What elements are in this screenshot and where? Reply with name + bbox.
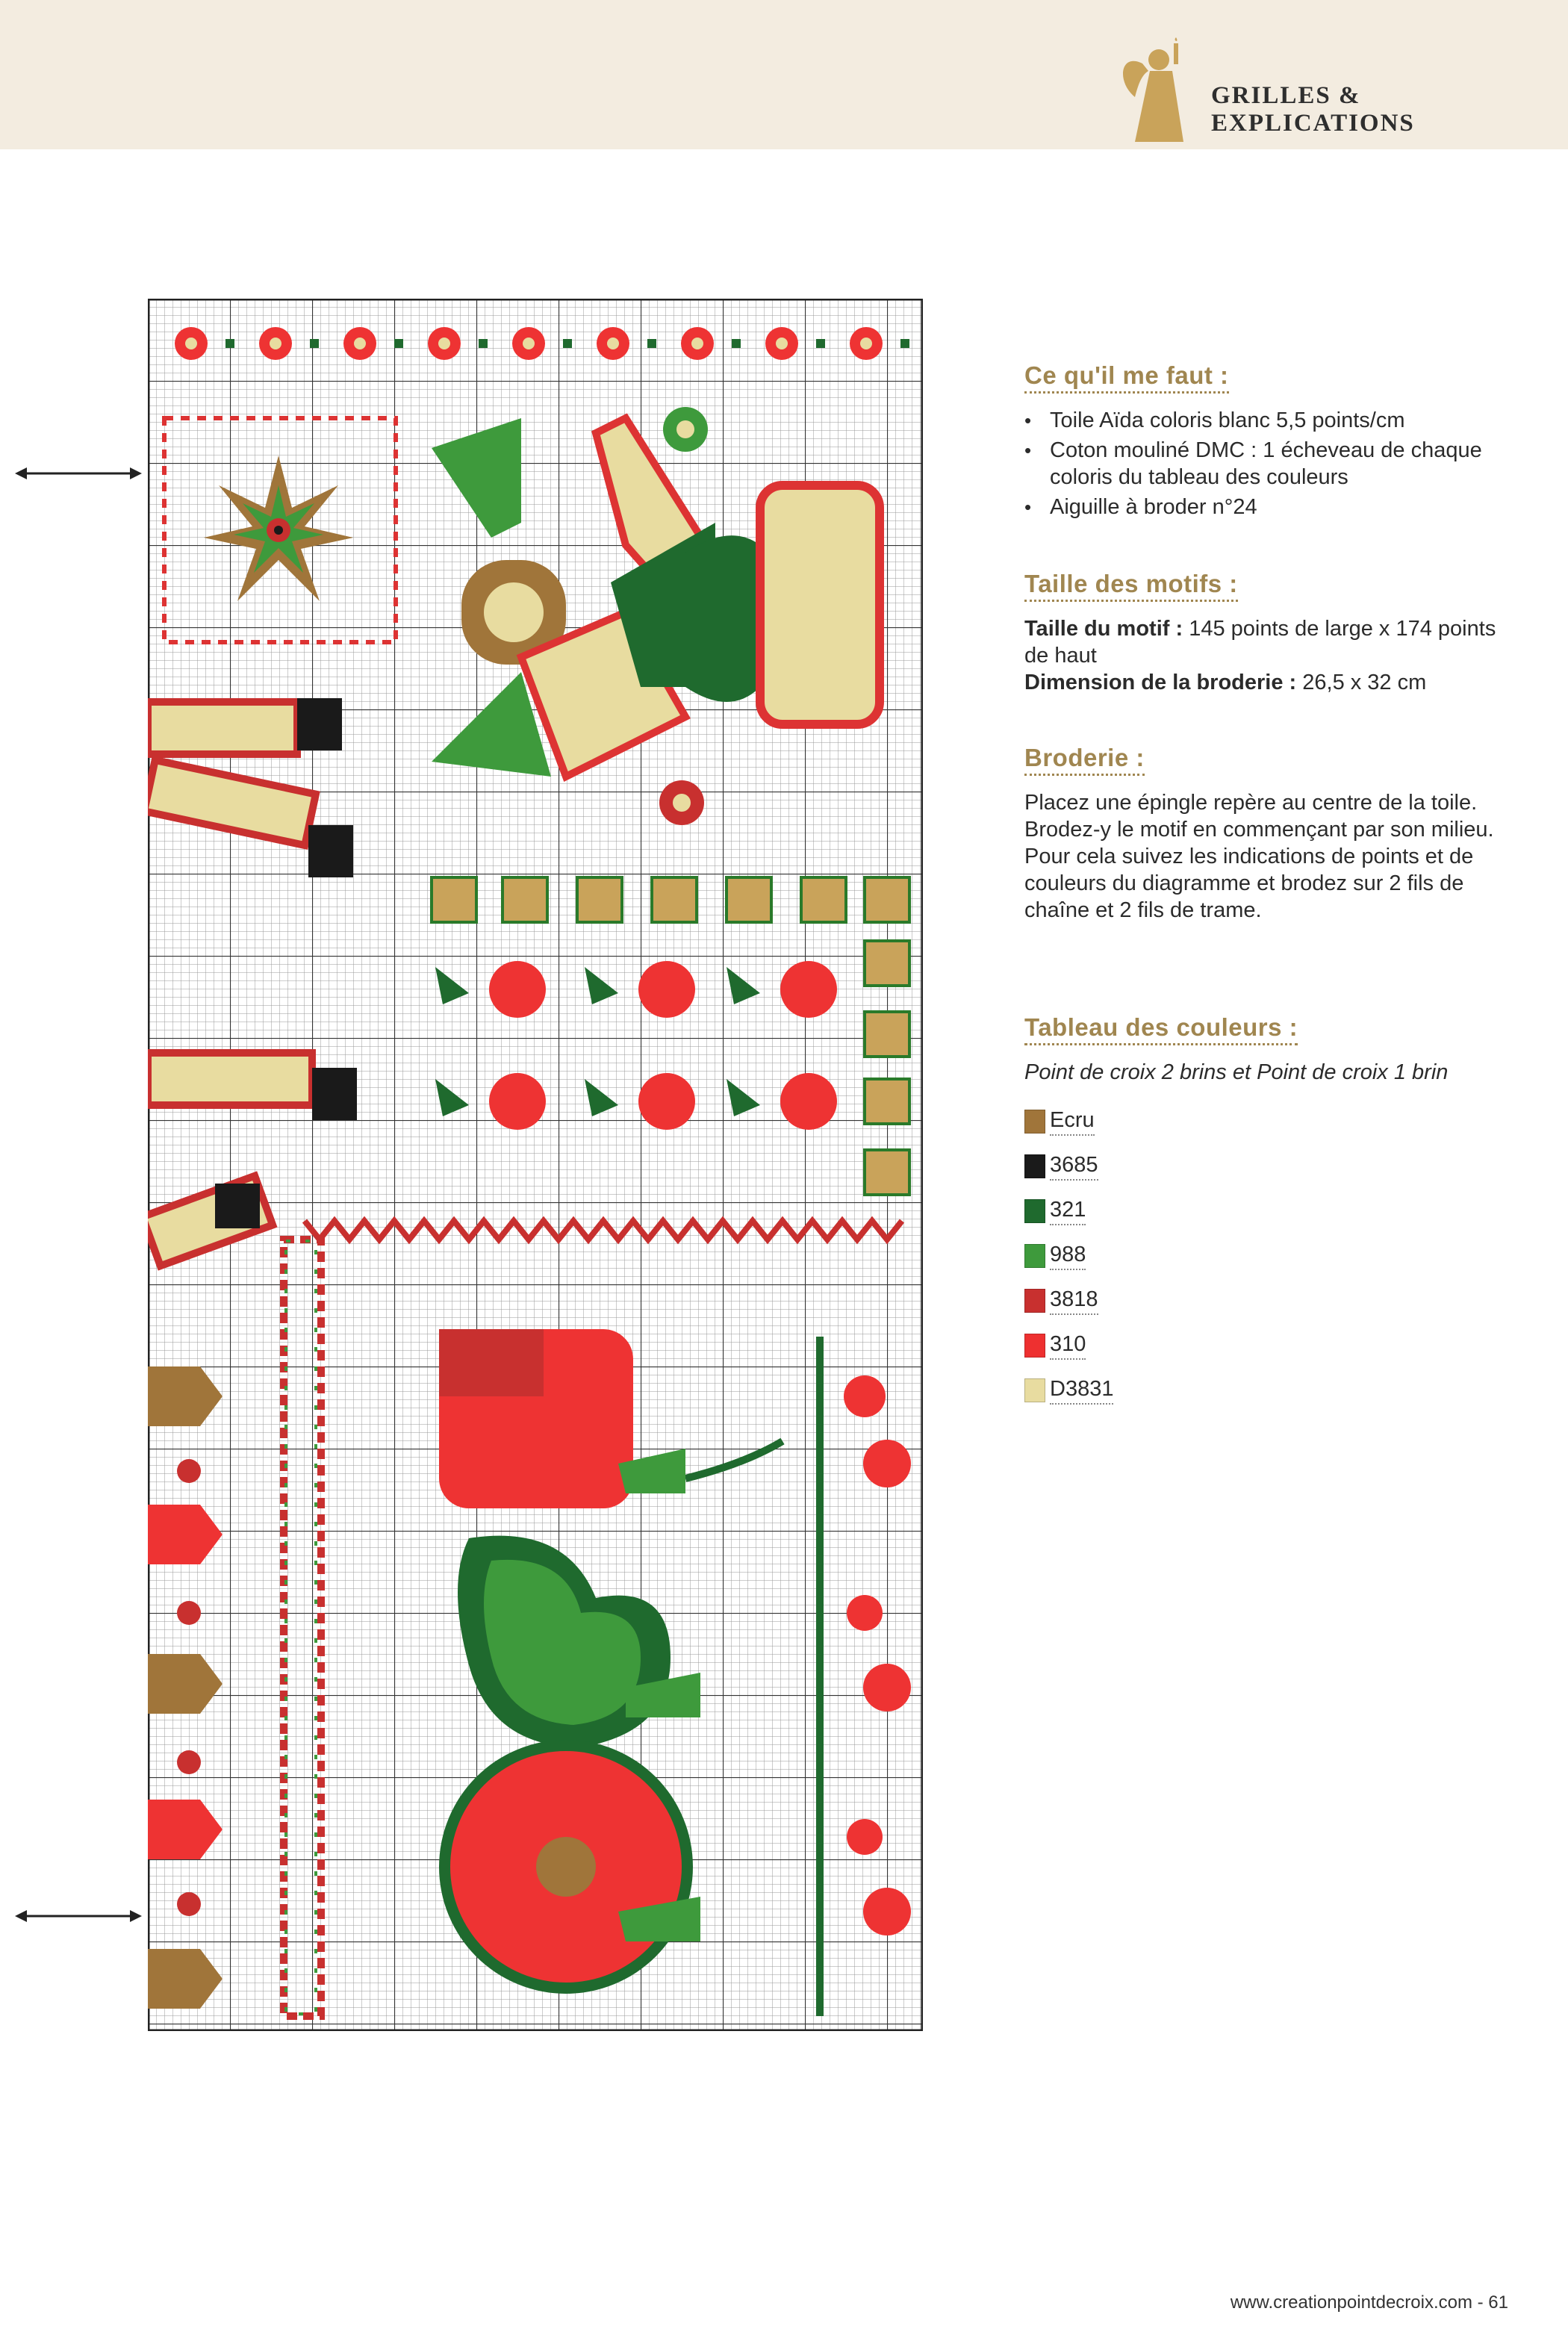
sizes-section xyxy=(1024,570,1502,696)
angel-icon xyxy=(1113,37,1202,149)
motif-size-value: 145 points de large x 174 points de haut xyxy=(1024,617,1496,668)
legend-row xyxy=(1024,1323,1502,1368)
color-swatch xyxy=(1024,1110,1045,1134)
color-legend xyxy=(1024,1099,1502,1413)
color-code-label: D3831 xyxy=(1050,1377,1113,1405)
page-title: GRILLES & EXPLICATIONS xyxy=(1211,82,1415,137)
color-swatch xyxy=(1024,1289,1045,1313)
color-swatch xyxy=(1024,1154,1045,1178)
center-marker-arrow-top xyxy=(15,464,142,482)
legend-row xyxy=(1024,1278,1502,1323)
color-code-label: 310 xyxy=(1050,1332,1086,1360)
color-code-label: 3685 xyxy=(1050,1153,1098,1181)
cross-stitch-chart xyxy=(148,299,923,2031)
instructions-column xyxy=(1024,361,1502,1413)
materials-heading: Ce qu'il me faut : xyxy=(1024,361,1229,394)
embroidery-section xyxy=(1024,744,1502,924)
stitch-type: Point de croix 2 brins et Point de croix 1 brin xyxy=(1024,1060,1449,1084)
legend-row xyxy=(1024,1144,1502,1189)
color-table-section xyxy=(1024,1013,1502,1413)
embroidery-instructions: Placez une épingle repère au centre de la toile. Brodez-y le motif en commençant par son milieu. Pour cela suivez les indications de points et de couleurs du diagramme et brodez sur 2 fils de chaîne et 2 fils de trame. xyxy=(1024,791,1494,922)
list-item: • Coton mouliné DMC : 1 écheveau de chaque coloris du tableau des couleurs xyxy=(1024,437,1502,491)
color-code-label: Ecru xyxy=(1050,1108,1095,1136)
page-footer: www.creationpointdecroix.com - 61 xyxy=(1230,2292,1508,2313)
color-swatch xyxy=(1024,1199,1045,1223)
color-table-heading: Tableau des couleurs : xyxy=(1024,1013,1298,1045)
color-swatch xyxy=(1024,1334,1045,1358)
color-code-label: 321 xyxy=(1050,1198,1086,1225)
color-swatch xyxy=(1024,1244,1045,1268)
motif-size-label: Taille du motif : xyxy=(1024,617,1183,641)
legend-row xyxy=(1024,1189,1502,1234)
color-code-label: 988 xyxy=(1050,1243,1086,1270)
chart-grid xyxy=(148,299,923,2031)
center-marker-arrow-bottom xyxy=(15,1907,142,1925)
materials-section xyxy=(1024,361,1502,520)
embroidery-heading: Broderie : xyxy=(1024,744,1145,776)
embroidery-dimension-label: Dimension de la broderie : xyxy=(1024,671,1297,694)
list-item: • Toile Aïda coloris blanc 5,5 points/cm xyxy=(1024,407,1502,434)
legend-row xyxy=(1024,1368,1502,1413)
color-swatch xyxy=(1024,1378,1045,1402)
sizes-heading: Taille des motifs : xyxy=(1024,570,1238,602)
embroidery-dimension-value: 26,5 x 32 cm xyxy=(1302,671,1427,694)
list-item: • Aiguille à broder n°24 xyxy=(1024,494,1502,520)
legend-row xyxy=(1024,1234,1502,1278)
color-code-label: 3818 xyxy=(1050,1287,1098,1315)
materials-list xyxy=(1024,407,1502,520)
motif-size xyxy=(1024,615,1502,669)
embroidery-dimension xyxy=(1024,669,1502,696)
legend-row xyxy=(1024,1099,1502,1144)
